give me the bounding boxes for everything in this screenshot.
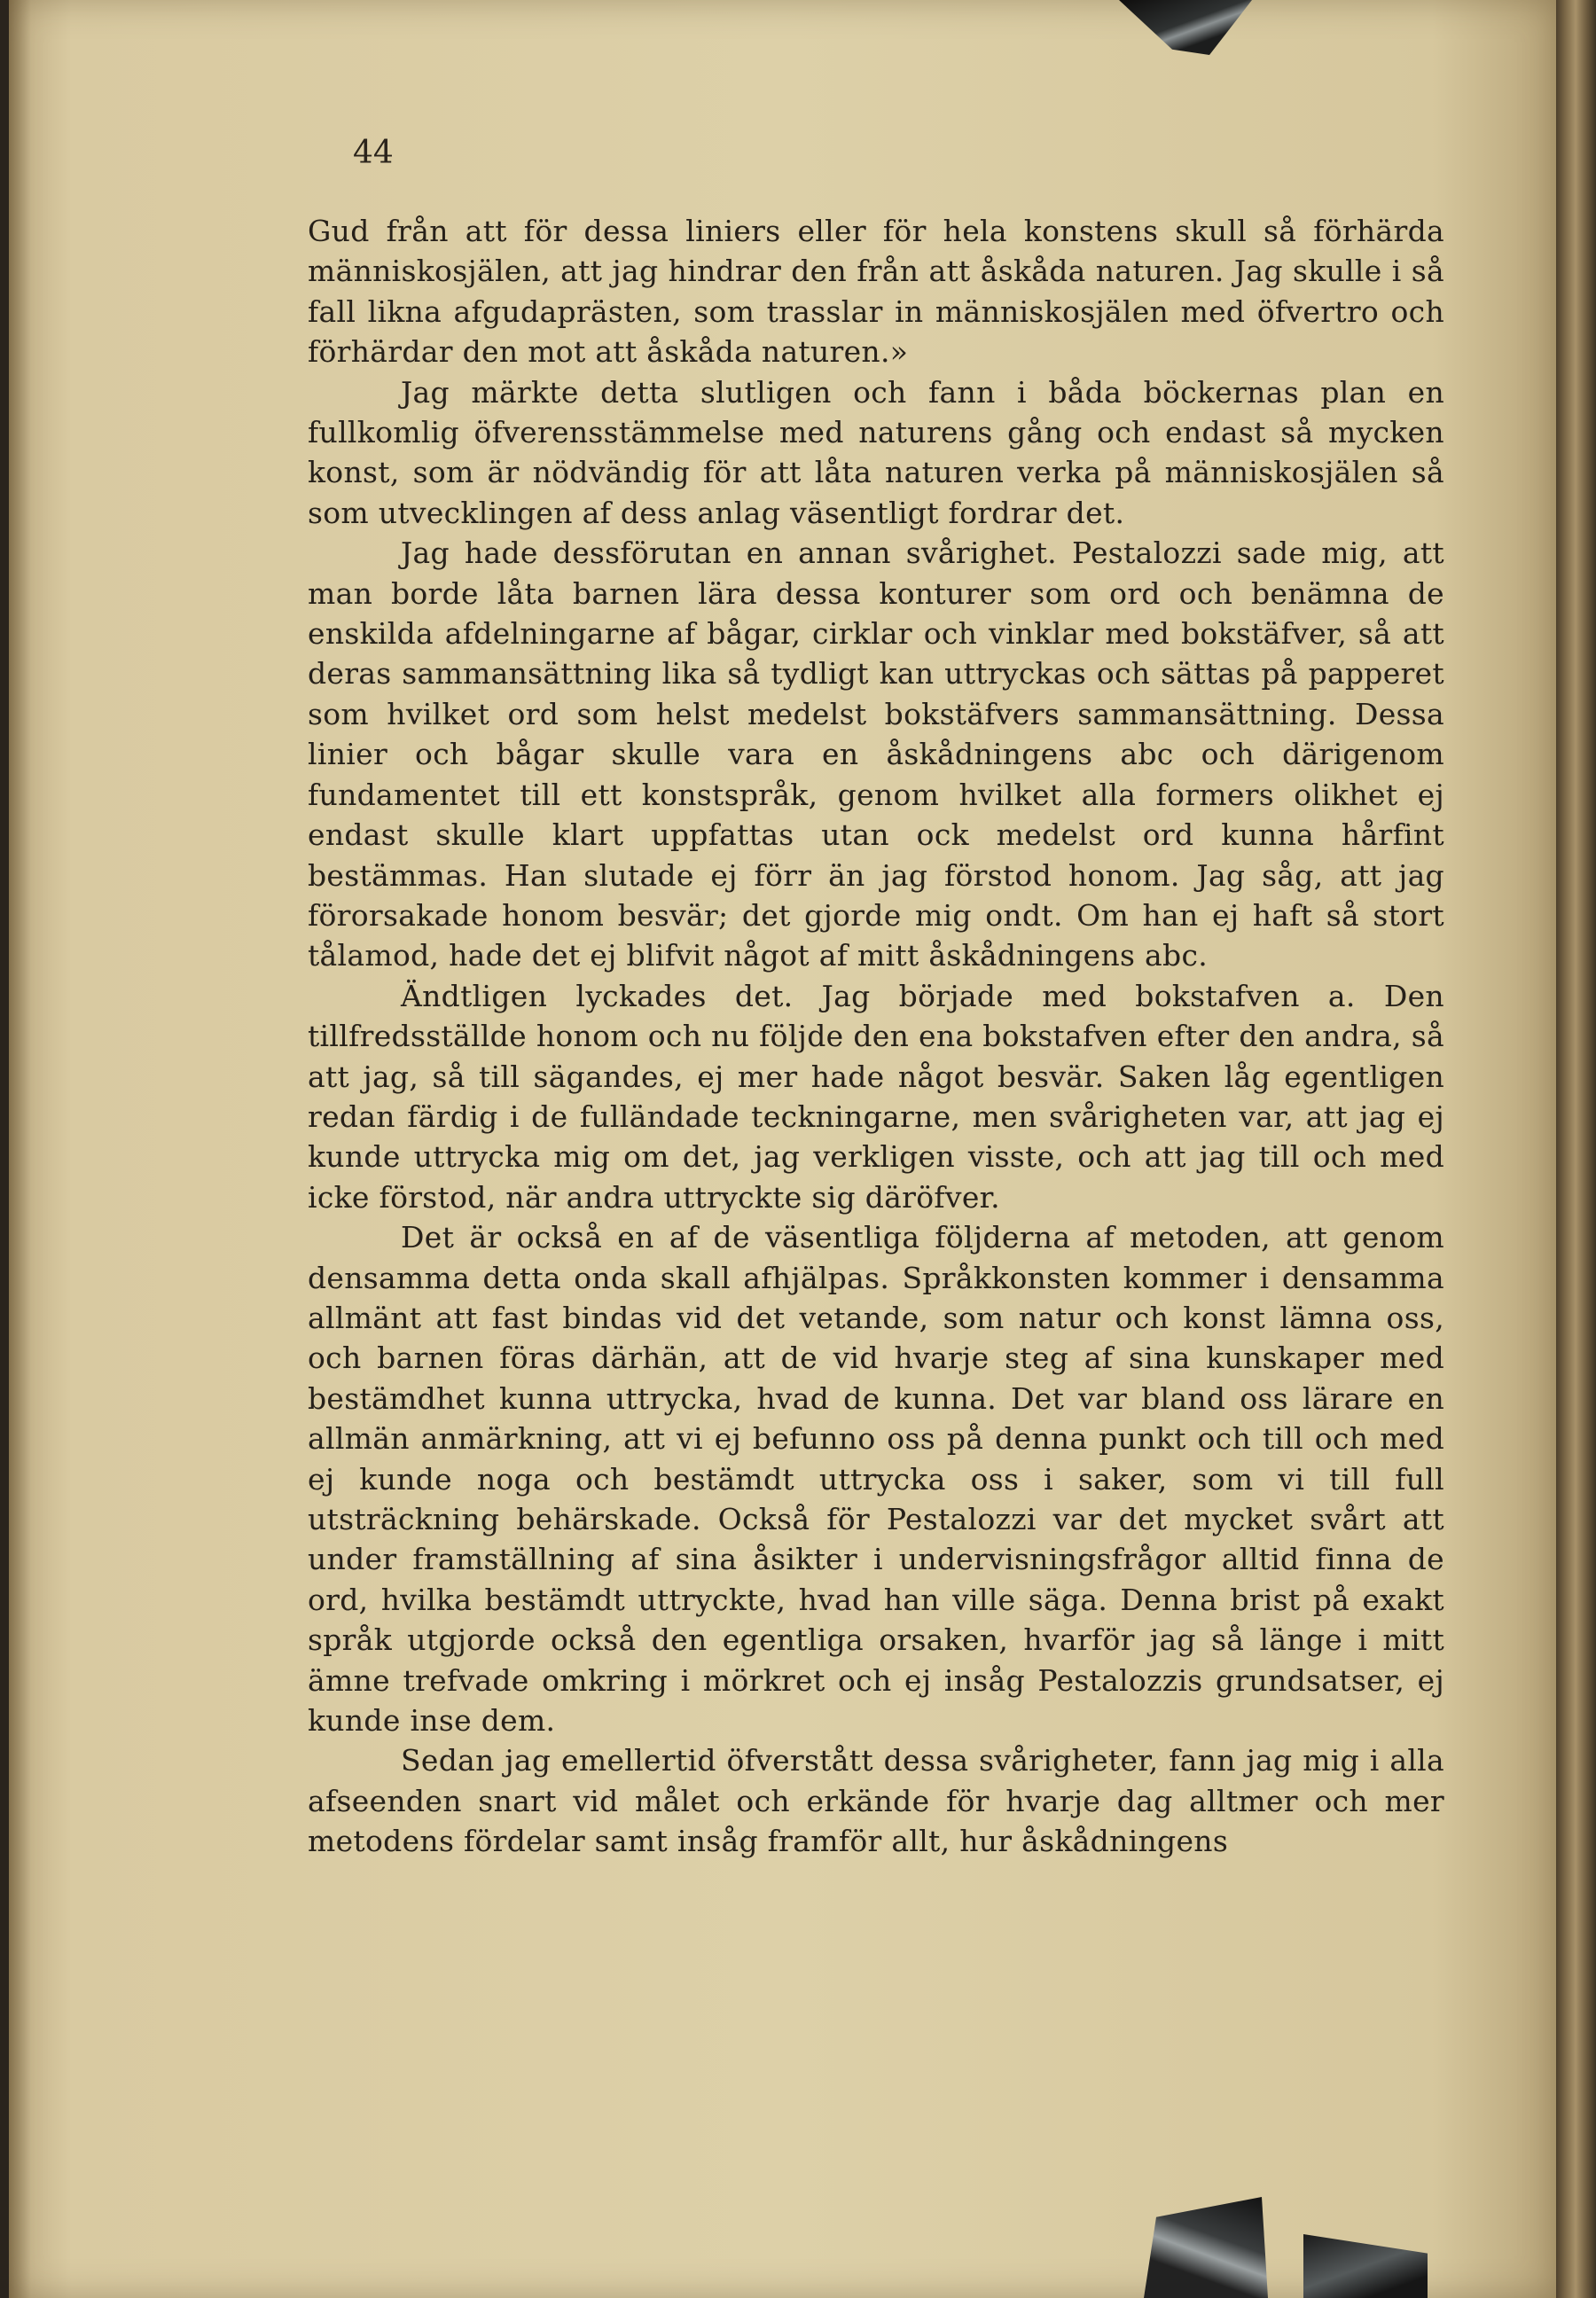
book-edge	[1556, 0, 1596, 2298]
paragraph-3: Jag hade dessförutan en annan svårighet. Pestalozzi sade mig, att man borde låta barnen lära dessa konturer som ord och benämna de enskilda afdelningarne af bågar, cirklar och vinklar med bokstäfver, så att deras sammansättning lika så tydligt kan uttryckas och sättas på papperet som hvilket ord som helst medelst bokstäfvers sammansättning. Dessa linier och bågar skulle vara en åskådningens abc och därigenom fundamentet till ett konstspråk, genom hvilket alla formers olikhet ej endast skulle klart uppfattas utan ock medelst ord kunna hårfint bestämmas. Han slutade ej förr än jag förstod honom. Jag såg, att jag förorsakade honom besvär; det gjorde mig ondt. Om han ej haft så stort tålamod, hade det ej blifvit något af mitt åskådningens abc.	[308, 535, 1444, 973]
paragraph-5: Det är också en af de väsentliga följderna af metoden, att genom densamma detta onda skall afhjälpas. Språkkonsten kommer i densamma allmänt att fast bindas vid det vetande, som natur och konst lämna oss, och barnen föras därhän, att de vid hvarje steg af sina kunskaper med bestämdhet kunna uttrycka, hvad de kunna. Det var bland oss lärare en allmän anmärkning, att vi ej befunno oss på denna punkt och till och med ej kunde noga och bestämdt uttrycka oss i saker, som vi till full utsträckning behärskade. Också för Pestalozzi var det mycket svårt att under framställning af sina åsikter i undervisningsfrågor alltid finna de ord, hvilka bestämdt uttryckte, hvad han ville säga. Denna brist på exakt språk utgjorde också den egentliga orsaken, hvarför jag så länge i mitt ämne trefvade omkring i mörkret och ej insåg Pestalozzis grundsatser, ej kunde inse dem.	[308, 1220, 1444, 1739]
body-text	[308, 211, 1444, 1862]
paragraph-4: Ändtligen lyckades det. Jag började med bokstafven a. Den tillfredsställde honom och nu följde den ena bokstafven efter den andra, så att jag, så till sägandes, ej mer hade något besvär. Saken låg egentligen redan färdig i de fulländade teckningarne, men svårigheten var, att jag ej kunde uttrycka mig om det, jag verkligen visste, och att jag till och med icke förstod, när andra uttryckte sig däröfver.	[308, 978, 1444, 1215]
paragraph-6: Sedan jag emellertid öfverstått dessa svårigheter, fann jag mig i alla afseenden snart vid målet och erkände för hvarje dag alltmer och mer metodens fördelar samt insåg framför allt, hur åskådningens	[308, 1743, 1444, 1859]
page-number: 44	[353, 135, 394, 171]
paragraph-1: Gud från att för dessa liniers eller för hela konstens skull så förhärda människosjälen, att jag hindrar den från att åskåda naturen. Jag skulle i så fall likna afgudaprästen, som trasslar in människosjälen med öfvertro och förhärdar den mot att åskåda naturen.»	[308, 214, 1444, 370]
paragraph-2: Jag märkte detta slutligen och fann i båda böckernas plan en fullkomlig öfverensstämmelse med naturens gång och endast så mycken konst, som är nödvändig för att låta naturen verka på människosjälen så som utvecklingen af dess anlag väsentligt fordrar det.	[308, 374, 1444, 530]
book-page	[9, 0, 1556, 2298]
